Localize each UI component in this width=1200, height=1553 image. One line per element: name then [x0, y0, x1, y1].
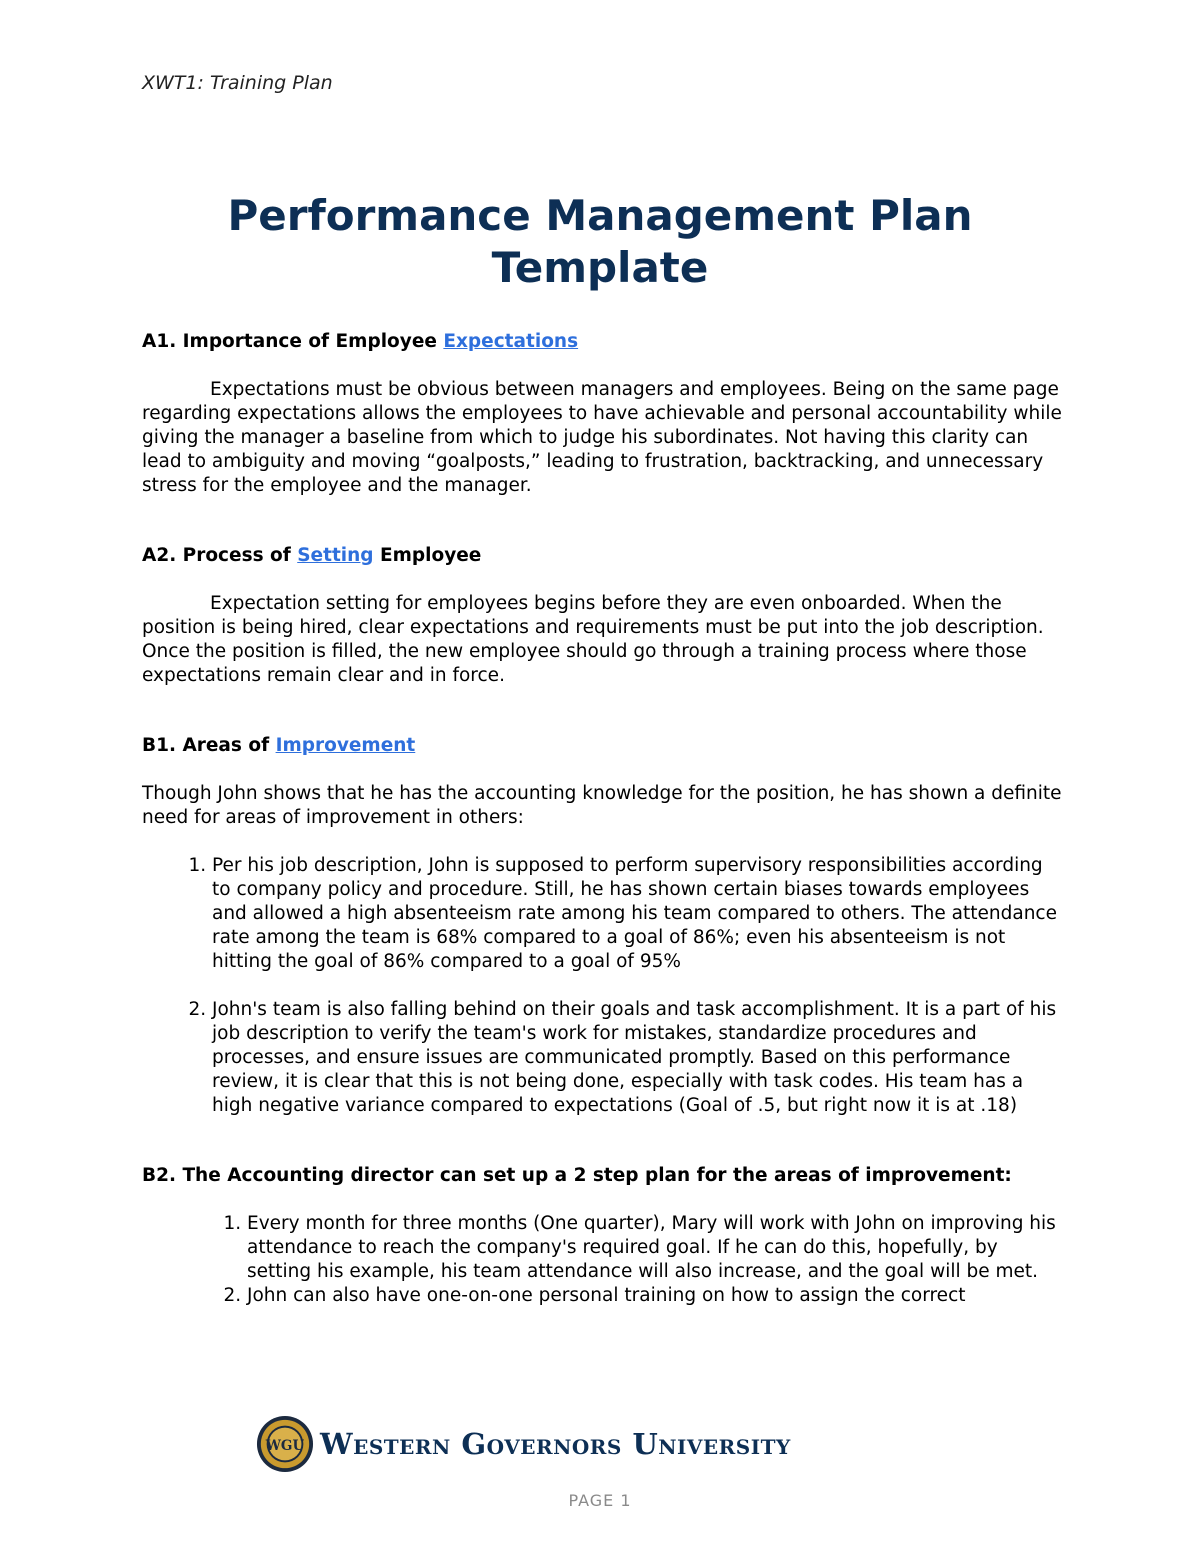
title-line-2: Template: [491, 243, 709, 292]
heading-b1-text: B1. Areas of: [142, 735, 276, 756]
title-line-1: Performance Management Plan: [227, 191, 973, 240]
document-body: [142, 330, 1062, 1308]
paragraph-a2: Expectation setting for employees begins before they are even onboarded. When the position is being hired, clear expectations and requirements must be put into the job description. Once the position is filled, the new employee should go through a training process where those expectations remain clear and in force.: [142, 593, 1044, 686]
improvement-plan-list: [142, 1212, 1062, 1308]
list-item: 2. John can also have one-on-one personal training on how to assign the correct: [247, 1284, 1062, 1308]
list-item: 1. Every month for three months (One quarter), Mary will work with John on improving his attendance to reach the company's required goal. If he can do this, hopefully, by setting his example, his team attendance will also increase, and the goal will be met.: [247, 1212, 1062, 1284]
heading-a2-suffix: Employee: [373, 545, 482, 566]
wgu-logo: [256, 1410, 791, 1478]
improvement-areas-list: [142, 854, 1062, 1118]
paragraph-a1: Expectations must be obvious between managers and employees. Being on the same page regarding expectations allows the employees to have achievable and personal accountability while giving the manager a baseline from which to judge his subordinates. Not having this clarity can lead to ambiguity and moving “goalposts,” leading to frustration, backtracking, and unnecessary stress for the employee and the manager.: [142, 379, 1062, 496]
expectations-link[interactable]: Expectations: [443, 331, 579, 352]
list-item: 1. Per his job description, John is supposed to perform supervisory responsibilities according to company policy and procedure. Still, he has shown certain biases towards employees and allowed a high absenteeism rate among his team compared to others. The attendance rate among the team is 68% compared to a goal of 86%; even his absenteeism is not hitting the goal of 86% compared to a goal of 95%: [212, 854, 1062, 974]
document-title: [0, 190, 1200, 294]
heading-a1-text: A1. Importance of Employee: [142, 331, 444, 352]
running-header: XWT1: Training Plan: [142, 72, 333, 94]
improvement-link[interactable]: Improvement: [275, 735, 416, 756]
heading-a2-text: A2. Process of: [142, 545, 298, 566]
setting-link[interactable]: Setting: [297, 545, 374, 566]
list-item: 2. John's team is also falling behind on their goals and task accomplishment. It is a part of his job description to verify the team's work for mistakes, standardize procedures and processes, and ensure issues are communicated promptly. Based on this performance review, it is clear that this is not being done, especially with task codes. His team has a high negative variance compared to expectations (Goal of .5, but right now it is at .18): [212, 998, 1062, 1118]
heading-a2: [142, 544, 1062, 568]
paragraph-b1-intro: Though John shows that he has the accounting knowledge for the position, he has shown a definite need for areas of improvement in others:: [142, 783, 1062, 828]
svg-text:WGU: WGU: [265, 1437, 305, 1454]
heading-b1: [142, 734, 1062, 758]
heading-b2: B2. The Accounting director can set up a 2 step plan for the areas of improvement:: [142, 1165, 1012, 1186]
wgu-wordmark: Western Governors University: [320, 1427, 791, 1461]
page-number: PAGE 1: [568, 1491, 632, 1510]
heading-a1: [142, 330, 1062, 354]
wgu-seal-icon: [256, 1415, 314, 1473]
